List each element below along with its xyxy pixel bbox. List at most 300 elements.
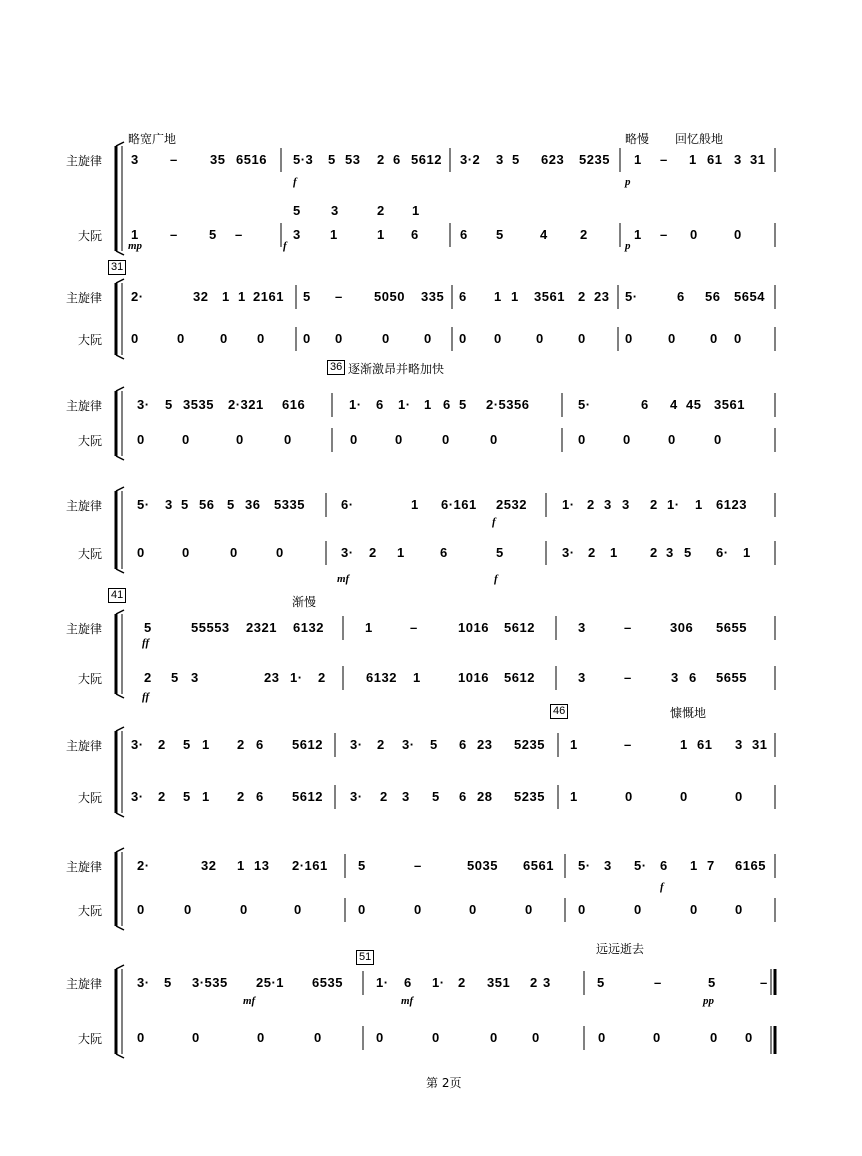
ruan-note: 5 — [432, 789, 440, 804]
melody-note: 3 — [165, 497, 173, 512]
melody-note: 2 — [377, 737, 385, 752]
ruan-note: 3· — [131, 789, 144, 804]
tempo-annotation: 略慢 — [625, 132, 650, 146]
melody-note: 3 — [604, 858, 612, 873]
melody-note: – — [170, 152, 178, 167]
melody-note: 2 — [587, 497, 595, 512]
instrument-label-ruan: 大阮 — [78, 904, 103, 918]
melody-note: 6 — [677, 289, 685, 304]
ruan-note: 0 — [668, 331, 676, 346]
dynamic-mark: f — [492, 516, 496, 528]
melody-note: 31 — [752, 737, 768, 752]
ruan-note: 5612 — [504, 670, 535, 685]
ruan-note: 0 — [634, 902, 642, 917]
ruan-note: 2 — [580, 227, 588, 242]
melody-note: 306 — [670, 620, 694, 635]
melody-note: 5655 — [716, 620, 747, 635]
ruan-note: 0 — [276, 545, 284, 560]
bracket-hook-top — [116, 727, 124, 731]
ruan-note: 0 — [335, 331, 343, 346]
melody-note: 2 — [377, 152, 385, 167]
page-number: 第 2页 — [426, 1076, 462, 1090]
melody-note: 53 — [345, 152, 361, 167]
ruan-note: 0 — [131, 331, 139, 346]
dynamic-mark: mf — [401, 995, 414, 1007]
ruan-note: 0 — [625, 789, 633, 804]
bracket-hook-bottom — [116, 926, 124, 930]
ruan-note: 0 — [257, 331, 265, 346]
melody-note: 1 — [237, 858, 245, 873]
melody-note: 6 — [376, 397, 384, 412]
ruan-note: 5 — [171, 670, 179, 685]
ruan-note: 0 — [220, 331, 228, 346]
dynamic-mark: mf — [243, 995, 256, 1007]
melody-note: 5612 — [504, 620, 535, 635]
dynamic-mark: p — [625, 240, 631, 252]
melody-note: 5035 — [467, 858, 498, 873]
ruan-note: 0 — [735, 902, 743, 917]
ruan-note: 2 — [650, 545, 658, 560]
ruan-note: 0 — [240, 902, 248, 917]
ruan-note: 6 — [256, 789, 264, 804]
melody-note: 2·161 — [292, 858, 328, 873]
ruan-note: 0 — [710, 331, 718, 346]
melody-note: 3 — [578, 620, 586, 635]
melody-note: 6165 — [735, 858, 766, 873]
melody-note: 5·3 — [293, 152, 314, 167]
melody-note: 1 — [238, 289, 246, 304]
ruan-note: 4 — [540, 227, 548, 242]
instrument-label-melody: 主旋律 — [66, 399, 103, 413]
ruan-note: 1 — [131, 227, 139, 242]
melody-note: – — [624, 737, 632, 752]
melody-note: 1· — [349, 397, 362, 412]
bracket-hook-bottom — [116, 251, 124, 255]
dynamic-mark: f — [660, 881, 664, 893]
melody-note: 3 — [735, 737, 743, 752]
melody-note: 3· — [137, 975, 150, 990]
tempo-annotation: 逐渐激昂并略加快 — [348, 362, 445, 376]
ruan-note: 1 — [570, 789, 578, 804]
ruan-chord-note: 2 — [377, 203, 385, 218]
melody-note: 1 — [202, 737, 210, 752]
melody-note: – — [654, 975, 662, 990]
rehearsal-mark: 46 — [550, 704, 568, 719]
melody-note: 56 — [705, 289, 721, 304]
melody-note: – — [414, 858, 422, 873]
ruan-note: 6 — [440, 545, 448, 560]
ruan-note: 6132 — [366, 670, 397, 685]
ruan-note: 0 — [469, 902, 477, 917]
instrument-label-melody: 主旋律 — [66, 739, 103, 753]
melody-note: 5654 — [734, 289, 765, 304]
ruan-note: 0 — [734, 227, 742, 242]
ruan-note: 2 — [144, 670, 152, 685]
dynamic-mark: f — [283, 240, 287, 252]
ruan-note: 0 — [314, 1030, 322, 1045]
melody-note: 23 — [594, 289, 610, 304]
ruan-note: 3· — [341, 545, 354, 560]
melody-note: 2· — [131, 289, 144, 304]
ruan-note: 0 — [137, 902, 145, 917]
ruan-note: 0 — [424, 331, 432, 346]
melody-note: 2 — [158, 737, 166, 752]
melody-note: 2161 — [253, 289, 284, 304]
melody-note: 2·321 — [228, 397, 264, 412]
instrument-label-ruan: 大阮 — [78, 229, 103, 243]
ruan-note: 6· — [716, 545, 729, 560]
ruan-note: 1 — [202, 789, 210, 804]
ruan-note: 0 — [294, 902, 302, 917]
ruan-note: – — [660, 227, 668, 242]
melody-note: 1016 — [458, 620, 489, 635]
rehearsal-mark: 51 — [356, 950, 374, 965]
ruan-note: 0 — [690, 227, 698, 242]
ruan-note: 1 — [634, 227, 642, 242]
melody-note: – — [410, 620, 418, 635]
melody-note: 5612 — [292, 737, 323, 752]
ruan-note: 0 — [714, 432, 722, 447]
ruan-note: 3· — [562, 545, 575, 560]
bracket-hook-top — [116, 610, 124, 614]
melody-note: 13 — [254, 858, 270, 873]
melody-note: 32 — [201, 858, 217, 873]
melody-note: 3561 — [534, 289, 565, 304]
ruan-note: 2 — [380, 789, 388, 804]
bracket-hook-bottom — [116, 813, 124, 817]
ruan-note: 0 — [680, 789, 688, 804]
ruan-note: 0 — [414, 902, 422, 917]
instrument-label-ruan: 大阮 — [78, 434, 103, 448]
melody-note: 6·161 — [441, 497, 477, 512]
dynamic-mark: p — [625, 176, 631, 188]
bracket-hook-bottom — [116, 456, 124, 460]
dynamic-mark: f — [494, 573, 498, 585]
instrument-label-melody: 主旋律 — [66, 860, 103, 874]
ruan-note: 5 — [684, 545, 692, 560]
ruan-note: 0 — [350, 432, 358, 447]
ruan-note: 3 — [671, 670, 679, 685]
melody-note: 7 — [707, 858, 715, 873]
instrument-label-ruan: 大阮 — [78, 333, 103, 347]
ruan-note: 0 — [745, 1030, 753, 1045]
tempo-annotation: 远远逝去 — [596, 942, 645, 956]
ruan-note: 2 — [369, 545, 377, 560]
ruan-note: 0 — [284, 432, 292, 447]
melody-note: 6 — [459, 289, 467, 304]
melody-note: 2 — [237, 737, 245, 752]
ruan-note: 1 — [377, 227, 385, 242]
melody-note: 3 — [496, 152, 504, 167]
ruan-note: 3 — [402, 789, 410, 804]
melody-note: 5 — [164, 975, 172, 990]
melody-note: 616 — [282, 397, 306, 412]
ruan-note: 0 — [490, 432, 498, 447]
ruan-note: 5655 — [716, 670, 747, 685]
melody-note: 2 — [530, 975, 538, 990]
ruan-note: 6 — [411, 227, 419, 242]
melody-note: 5 — [358, 858, 366, 873]
bracket-hook-bottom — [116, 694, 124, 698]
melody-note: 1 — [690, 858, 698, 873]
dynamic-mark: ff — [142, 691, 150, 703]
dynamic-mark: mf — [337, 573, 350, 585]
melody-note: 5 — [328, 152, 336, 167]
ruan-note: – — [170, 227, 178, 242]
melody-note: 335 — [421, 289, 445, 304]
ruan-note: 1· — [290, 670, 303, 685]
melody-note: 5612 — [411, 152, 442, 167]
melody-note: 6516 — [236, 152, 267, 167]
melody-note: 1 — [222, 289, 230, 304]
ruan-note: 0 — [578, 331, 586, 346]
melody-note: 2· — [137, 858, 150, 873]
ruan-note: 5 — [496, 227, 504, 242]
ruan-note: 5 — [209, 227, 217, 242]
melody-note: 5 — [165, 397, 173, 412]
melody-note: – — [760, 975, 768, 990]
ruan-note: 0 — [735, 789, 743, 804]
melody-note: 5 — [708, 975, 716, 990]
ruan-note: 0 — [625, 331, 633, 346]
melody-note: 2·5356 — [486, 397, 530, 412]
melody-note: 3 — [131, 152, 139, 167]
melody-note: 5235 — [514, 737, 545, 752]
ruan-note: 0 — [184, 902, 192, 917]
ruan-note: 0 — [490, 1030, 498, 1045]
ruan-note: 5235 — [514, 789, 545, 804]
ruan-chord-note: 1 — [412, 203, 420, 218]
melody-note: 1 — [494, 289, 502, 304]
melody-note: 5 — [430, 737, 438, 752]
melody-note: 6535 — [312, 975, 343, 990]
ruan-note: 2 — [318, 670, 326, 685]
bracket-hook-top — [116, 387, 124, 391]
melody-note: 2 — [578, 289, 586, 304]
ruan-note: 0 — [177, 331, 185, 346]
ruan-note: 2 — [158, 789, 166, 804]
ruan-note: 0 — [668, 432, 676, 447]
ruan-note: 0 — [137, 1030, 145, 1045]
ruan-note: 28 — [477, 789, 493, 804]
ruan-note: 2 — [237, 789, 245, 804]
instrument-label-ruan: 大阮 — [78, 547, 103, 561]
ruan-note: 0 — [395, 432, 403, 447]
melody-note: 1· — [667, 497, 680, 512]
melody-note: 6 — [660, 858, 668, 873]
melody-note: 1 — [365, 620, 373, 635]
melody-note: 1 — [570, 737, 578, 752]
ruan-note: 0 — [525, 902, 533, 917]
ruan-note: 1 — [610, 545, 618, 560]
bracket-hook-top — [116, 142, 124, 146]
melody-note: 3 — [604, 497, 612, 512]
melody-note: 61 — [707, 152, 723, 167]
melody-note: 55553 — [191, 620, 230, 635]
ruan-note: 6 — [459, 789, 467, 804]
melody-note: 4 — [670, 397, 678, 412]
ruan-note: 0 — [376, 1030, 384, 1045]
melody-note: 5· — [625, 289, 638, 304]
melody-note: 1 — [680, 737, 688, 752]
ruan-note: 3 — [578, 670, 586, 685]
ruan-chord-note: 3 — [331, 203, 339, 218]
melody-note: 1 — [424, 397, 432, 412]
melody-note: 5335 — [274, 497, 305, 512]
melody-note: 5 — [227, 497, 235, 512]
melody-note: 6 — [393, 152, 401, 167]
instrument-label-melody: 主旋律 — [66, 977, 103, 991]
ruan-note: 0 — [182, 545, 190, 560]
ruan-note: 0 — [257, 1030, 265, 1045]
ruan-note: 0 — [536, 331, 544, 346]
melody-note: 1· — [398, 397, 411, 412]
ruan-note: 0 — [442, 432, 450, 447]
ruan-note: – — [235, 227, 243, 242]
ruan-note: 3 — [666, 545, 674, 560]
ruan-note: 0 — [532, 1030, 540, 1045]
melody-note: 5· — [634, 858, 647, 873]
instrument-label-melody: 主旋律 — [66, 499, 103, 513]
melody-note: 5 — [144, 620, 152, 635]
melody-note: 31 — [750, 152, 766, 167]
melody-note: 1· — [376, 975, 389, 990]
ruan-note: 23 — [264, 670, 280, 685]
melody-note: 5235 — [579, 152, 610, 167]
ruan-note: 0 — [236, 432, 244, 447]
bracket-hook-top — [116, 848, 124, 852]
melody-note: 5 — [512, 152, 520, 167]
ruan-note: 3 — [191, 670, 199, 685]
ruan-note: 0 — [623, 432, 631, 447]
melody-note: 25·1 — [256, 975, 285, 990]
bracket-hook-top — [116, 487, 124, 491]
rehearsal-mark: 36 — [327, 360, 345, 375]
melody-note: 45 — [686, 397, 702, 412]
melody-note: 2 — [458, 975, 466, 990]
ruan-note: 0 — [494, 331, 502, 346]
ruan-note: 0 — [690, 902, 698, 917]
melody-note: 36 — [245, 497, 261, 512]
ruan-note: 0 — [382, 331, 390, 346]
rehearsal-mark: 31 — [108, 260, 126, 275]
melody-note: 6 — [641, 397, 649, 412]
melody-note: 1· — [562, 497, 575, 512]
melody-note: 3 — [734, 152, 742, 167]
ruan-note: 2 — [588, 545, 596, 560]
instrument-label-melody: 主旋律 — [66, 154, 103, 168]
ruan-note: 0 — [653, 1030, 661, 1045]
ruan-note: 1 — [743, 545, 751, 560]
melody-note: – — [335, 289, 343, 304]
instrument-label-ruan: 大阮 — [78, 1032, 103, 1046]
melody-note: 6123 — [716, 497, 747, 512]
ruan-note: 1 — [330, 227, 338, 242]
melody-note: 3· — [137, 397, 150, 412]
ruan-note: 3 — [293, 227, 301, 242]
melody-note: 3 — [622, 497, 630, 512]
melody-note: 2321 — [246, 620, 277, 635]
melody-note: 1 — [511, 289, 519, 304]
melody-note: 32 — [193, 289, 209, 304]
melody-note: 1 — [695, 497, 703, 512]
melody-note: 5050 — [374, 289, 405, 304]
melody-note: 2 — [650, 497, 658, 512]
tempo-annotation: 回忆般地 — [675, 132, 724, 146]
melody-note: 351 — [487, 975, 511, 990]
ruan-note: 0 — [358, 902, 366, 917]
melody-note: 3· — [402, 737, 415, 752]
melody-note: 3 — [543, 975, 551, 990]
ruan-chord-note: 5 — [293, 203, 301, 218]
instrument-label-melody: 主旋律 — [66, 291, 103, 305]
melody-note: 5· — [137, 497, 150, 512]
melody-note: 5· — [578, 858, 591, 873]
ruan-note: 3· — [350, 789, 363, 804]
ruan-note: 0 — [192, 1030, 200, 1045]
melody-note: 6132 — [293, 620, 324, 635]
melody-note: 3·535 — [192, 975, 228, 990]
melody-note: 1 — [634, 152, 642, 167]
melody-note: 3· — [350, 737, 363, 752]
melody-note: 1 — [411, 497, 419, 512]
bracket-hook-bottom — [116, 355, 124, 359]
melody-note: 3561 — [714, 397, 745, 412]
melody-note: 3·2 — [460, 152, 481, 167]
melody-note: – — [660, 152, 668, 167]
melody-note: 5 — [303, 289, 311, 304]
melody-note: 2532 — [496, 497, 527, 512]
melody-note: 6 — [404, 975, 412, 990]
melody-note: 1· — [432, 975, 445, 990]
melody-note: 61 — [697, 737, 713, 752]
melody-note: 5 — [181, 497, 189, 512]
melody-note: 3535 — [183, 397, 214, 412]
ruan-note: 5 — [496, 545, 504, 560]
ruan-note: 0 — [182, 432, 190, 447]
ruan-note: 1016 — [458, 670, 489, 685]
ruan-note: – — [624, 670, 632, 685]
bracket-hook-top — [116, 279, 124, 283]
melody-note: 35 — [210, 152, 226, 167]
melody-note: 6 — [256, 737, 264, 752]
ruan-note: 0 — [734, 331, 742, 346]
ruan-note: 5612 — [292, 789, 323, 804]
ruan-note: 0 — [459, 331, 467, 346]
melody-note: 5 — [597, 975, 605, 990]
tempo-annotation: 慷慨地 — [670, 706, 707, 720]
melody-note: 3· — [131, 737, 144, 752]
melody-note: 56 — [199, 497, 215, 512]
melody-note: 6· — [341, 497, 354, 512]
ruan-note: 1 — [397, 545, 405, 560]
melody-note: 5 — [459, 397, 467, 412]
ruan-note: 0 — [432, 1030, 440, 1045]
melody-note: 23 — [477, 737, 493, 752]
ruan-note: 0 — [710, 1030, 718, 1045]
melody-note: 1 — [689, 152, 697, 167]
melody-note: 5· — [578, 397, 591, 412]
ruan-note: 0 — [578, 432, 586, 447]
dynamic-mark: f — [293, 176, 297, 188]
instrument-label-ruan: 大阮 — [78, 672, 103, 686]
tempo-annotation: 略宽广地 — [128, 132, 177, 146]
bracket-hook-bottom — [116, 569, 124, 573]
melody-note: 6561 — [523, 858, 554, 873]
melody-note: – — [624, 620, 632, 635]
dynamic-mark: pp — [703, 995, 714, 1007]
ruan-note: 6 — [689, 670, 697, 685]
